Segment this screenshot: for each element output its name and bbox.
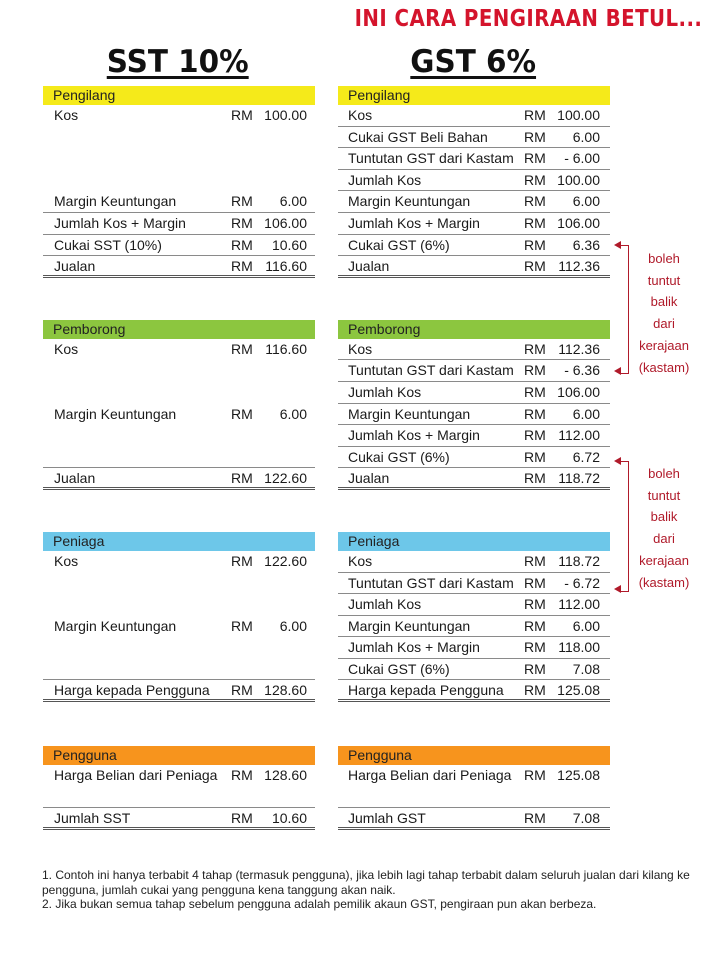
gst-section-pemborong: Pemborong: [338, 320, 610, 339]
row-amount: 7.08: [572, 810, 600, 827]
row-amount: 106.00: [557, 214, 600, 231]
table-row: [338, 213, 610, 235]
row-amount: - 6.72: [564, 574, 600, 591]
row-amount: 116.60: [265, 340, 307, 357]
table-row: [43, 213, 315, 235]
row-currency: RM: [231, 193, 253, 210]
row-label: Jumlah Kos: [348, 383, 422, 400]
row-label: Margin Keuntungan: [54, 193, 177, 210]
table-row: [43, 468, 315, 490]
table-row: [43, 765, 315, 787]
table-row: [43, 148, 315, 170]
row-currency: RM: [231, 405, 253, 422]
row-currency: RM: [524, 574, 546, 591]
table-row: [338, 191, 610, 213]
row-label: Kos: [348, 552, 373, 569]
row-label: Jumlah GST: [348, 810, 426, 827]
row-label: Jualan: [348, 258, 390, 275]
row-currency: RM: [524, 150, 546, 167]
row-amount: 100.00: [557, 171, 600, 188]
row-label: Jumlah SST: [54, 810, 131, 827]
row-currency: RM: [524, 383, 546, 400]
row-currency: RM: [524, 405, 546, 422]
row-label: Harga Belian dari Peniaga: [348, 767, 512, 784]
row-label: Jumlah Kos: [348, 596, 422, 613]
row-label: Kos: [348, 340, 373, 357]
table-row: [43, 680, 315, 702]
row-currency: RM: [524, 340, 546, 357]
row-amount: 6.00: [572, 128, 600, 145]
row-currency: RM: [524, 660, 546, 677]
row-currency: RM: [231, 214, 253, 231]
row-amount: 6.36: [572, 236, 600, 253]
table-row: [338, 787, 610, 809]
table-row: [43, 637, 315, 659]
table-row: [338, 573, 610, 595]
row-amount: 116.60: [265, 258, 307, 275]
row-amount: 6.00: [279, 405, 307, 422]
table-row: [338, 256, 610, 278]
row-currency: RM: [524, 552, 546, 569]
claim-note-line: tuntut: [647, 272, 681, 288]
table-row: [43, 808, 315, 830]
claim-note-line: balik: [650, 509, 678, 525]
sst-section-peniaga: Peniaga: [43, 532, 315, 551]
table-row: [338, 235, 610, 257]
row-amount: 6.00: [279, 617, 307, 634]
row-amount: 122.60: [264, 470, 307, 487]
claim-note-line: kerajaan: [639, 337, 689, 353]
claim-note-line: boleh: [648, 251, 680, 266]
table-row: [43, 235, 315, 257]
table-row: [338, 339, 610, 361]
row-amount: 106.00: [557, 383, 600, 400]
row-amount: 125.08: [557, 767, 600, 784]
table-row: [43, 127, 315, 149]
row-label: Kos: [348, 107, 373, 123]
row-label: Tuntutan GST dari Kastam: [348, 574, 514, 591]
row-currency: RM: [524, 193, 546, 210]
table-row: [338, 765, 610, 787]
row-amount: 112.00: [558, 427, 600, 444]
sst-section-pengguna: Pengguna: [43, 746, 315, 765]
row-amount: - 6.36: [564, 362, 600, 379]
section-spacer: [43, 278, 315, 320]
row-currency: RM: [524, 448, 546, 465]
row-label: Cukai GST (6%): [348, 660, 450, 677]
claim-note-1: [632, 248, 696, 378]
row-amount: 122.60: [264, 552, 307, 569]
table-row: [43, 404, 315, 426]
row-currency: RM: [524, 767, 546, 784]
table-row: [338, 360, 610, 382]
row-label: Margin Keuntungan: [348, 193, 471, 210]
row-currency: RM: [231, 258, 253, 275]
row-amount: 6.00: [572, 193, 600, 210]
gst-column: [338, 86, 610, 830]
table-row: [43, 787, 315, 809]
claim-note-line: (kastam): [638, 359, 690, 375]
row-currency: RM: [231, 682, 253, 699]
table-row: [338, 637, 610, 659]
claim-note-line: dari: [653, 531, 675, 547]
section-spacer: [43, 702, 315, 746]
claim-note-line: boleh: [648, 466, 680, 481]
gst-section-peniaga: Peniaga: [338, 532, 610, 551]
table-row: [43, 382, 315, 404]
row-label: Jumlah Kos + Margin: [348, 427, 480, 444]
row-amount: 112.36: [558, 258, 600, 275]
row-label: Kos: [54, 107, 79, 123]
table-row: [43, 594, 315, 616]
row-amount: 6.00: [572, 617, 600, 634]
row-currency: RM: [524, 639, 546, 656]
table-row: [338, 382, 610, 404]
table-row: [43, 447, 315, 469]
row-currency: RM: [524, 427, 546, 444]
claim-bracket-1: [620, 245, 629, 374]
row-amount: 118.72: [558, 470, 600, 487]
table-row: [338, 616, 610, 638]
arrow-left-icon: [614, 585, 621, 593]
row-currency: RM: [231, 767, 253, 784]
table-row: [43, 551, 315, 573]
arrow-left-icon: [614, 367, 621, 375]
row-label: Cukai GST (6%): [348, 448, 450, 465]
row-label: Jumlah Kos + Margin: [348, 639, 480, 656]
row-label: Tuntutan GST dari Kastam: [348, 362, 514, 379]
claim-note-line: dari: [653, 316, 675, 332]
section-spacer: [338, 278, 610, 320]
row-label: Margin Keuntungan: [348, 617, 471, 634]
row-label: Kos: [54, 340, 79, 357]
headline: INI CARA PENGIRAAN BETUL...: [354, 6, 702, 32]
row-label: Tuntutan GST dari Kastam: [348, 150, 514, 167]
row-amount: 10.60: [271, 236, 307, 253]
row-currency: RM: [524, 107, 546, 123]
sst-column: [43, 86, 315, 830]
table-row: [338, 659, 610, 681]
row-amount: 6.00: [279, 193, 307, 210]
claim-note-line: tuntut: [647, 487, 681, 503]
row-label: Cukai GST (6%): [348, 236, 450, 253]
row-amount: 6.72: [572, 448, 600, 465]
table-row: [43, 105, 315, 127]
row-currency: RM: [524, 171, 546, 188]
table-row: [338, 551, 610, 573]
row-label: Jumlah Kos + Margin: [54, 214, 186, 231]
row-currency: RM: [231, 552, 253, 569]
row-amount: 6.00: [572, 405, 600, 422]
table-row: [338, 404, 610, 426]
row-amount: 112.36: [558, 340, 600, 357]
footnote-2: 2. Jika bukan semua tahap sebelum pengguna adalah pemilik akaun GST, pengiraan pun akan berbeza.: [42, 897, 597, 911]
table-row: [43, 573, 315, 595]
table-row: [43, 616, 315, 638]
table-row: [43, 191, 315, 213]
claim-note-2: [632, 463, 696, 593]
row-currency: RM: [231, 340, 253, 357]
table-row: [338, 808, 610, 830]
table-row: [338, 594, 610, 616]
row-amount: 128.60: [264, 682, 307, 699]
arrow-left-icon: [614, 457, 621, 465]
table-row: [43, 360, 315, 382]
row-currency: RM: [524, 470, 546, 487]
table-row: [338, 468, 610, 490]
row-label: Jualan: [54, 470, 96, 487]
row-currency: RM: [231, 470, 253, 487]
table-row: [338, 170, 610, 192]
table-row: [338, 680, 610, 702]
table-row: [43, 339, 315, 361]
table-row: [338, 105, 610, 127]
row-currency: RM: [231, 617, 253, 634]
table-row: [338, 148, 610, 170]
row-amount: 118.72: [558, 552, 600, 569]
section-spacer: [338, 702, 610, 746]
table-row: [338, 127, 610, 149]
row-currency: RM: [231, 107, 253, 123]
gst-section-pengilang: Pengilang: [338, 86, 610, 105]
row-amount: - 6.00: [564, 150, 600, 167]
row-label: Harga kepada Pengguna: [348, 682, 504, 699]
row-label: Kos: [54, 552, 79, 569]
row-currency: RM: [231, 236, 253, 253]
sst-title: SST 10%: [106, 44, 249, 80]
section-spacer: [338, 490, 610, 532]
row-currency: RM: [524, 617, 546, 634]
row-currency: RM: [524, 236, 546, 253]
row-currency: RM: [524, 362, 546, 379]
table-row: [338, 447, 610, 469]
row-label: Cukai GST Beli Bahan: [348, 128, 488, 145]
row-currency: RM: [231, 810, 253, 827]
claim-note-line: kerajaan: [639, 552, 689, 568]
row-amount: 118.00: [558, 639, 600, 656]
row-label: Jualan: [54, 258, 96, 275]
arrow-left-icon: [614, 241, 621, 249]
row-label: Jumlah Kos + Margin: [348, 214, 480, 231]
table-row: [43, 256, 315, 278]
row-currency: RM: [524, 128, 546, 145]
sst-section-pengilang: Pengilang: [43, 86, 315, 105]
row-currency: RM: [524, 214, 546, 231]
gst-section-pengguna: Pengguna: [338, 746, 610, 765]
row-currency: RM: [524, 682, 546, 699]
row-label: Jumlah Kos: [348, 171, 422, 188]
row-amount: 112.00: [558, 596, 600, 613]
row-amount: 106.00: [264, 214, 307, 231]
row-label: Harga kepada Pengguna: [54, 682, 210, 699]
sst-section-pemborong: Pemborong: [43, 320, 315, 339]
row-currency: RM: [524, 258, 546, 275]
section-spacer: [43, 490, 315, 532]
gst-title: GST 6%: [410, 44, 537, 80]
table-row: [43, 425, 315, 447]
claim-note-line: (kastam): [638, 574, 690, 590]
row-currency: RM: [524, 596, 546, 613]
row-label: Margin Keuntungan: [348, 405, 471, 422]
claim-note-line: balik: [650, 294, 678, 310]
row-label: Cukai SST (10%): [54, 236, 162, 253]
footnote-1: 1. Contoh ini hanya terbabit 4 tahap (termasuk pengguna), jika lebih lagi tahap terbabit dalam seluruh jualan dari kilang ke pengguna, jumlah cukai yang pengguna kena tanggung akan naik.: [42, 868, 690, 897]
claim-bracket-2: [620, 461, 629, 592]
footnotes: [42, 868, 692, 912]
row-label: Harga Belian dari Peniaga: [54, 767, 218, 784]
row-amount: 100.00: [264, 107, 307, 123]
row-label: Margin Keuntungan: [54, 617, 177, 634]
table-row: [43, 659, 315, 681]
row-amount: 10.60: [271, 810, 307, 827]
table-row: [338, 425, 610, 447]
row-amount: 125.08: [557, 682, 600, 699]
row-label: Margin Keuntungan: [54, 405, 177, 422]
table-row: [43, 170, 315, 192]
row-amount: 7.08: [572, 660, 600, 677]
row-amount: 100.00: [557, 107, 600, 123]
row-currency: RM: [524, 810, 546, 827]
row-label: Jualan: [348, 470, 390, 487]
row-amount: 128.60: [264, 767, 307, 784]
